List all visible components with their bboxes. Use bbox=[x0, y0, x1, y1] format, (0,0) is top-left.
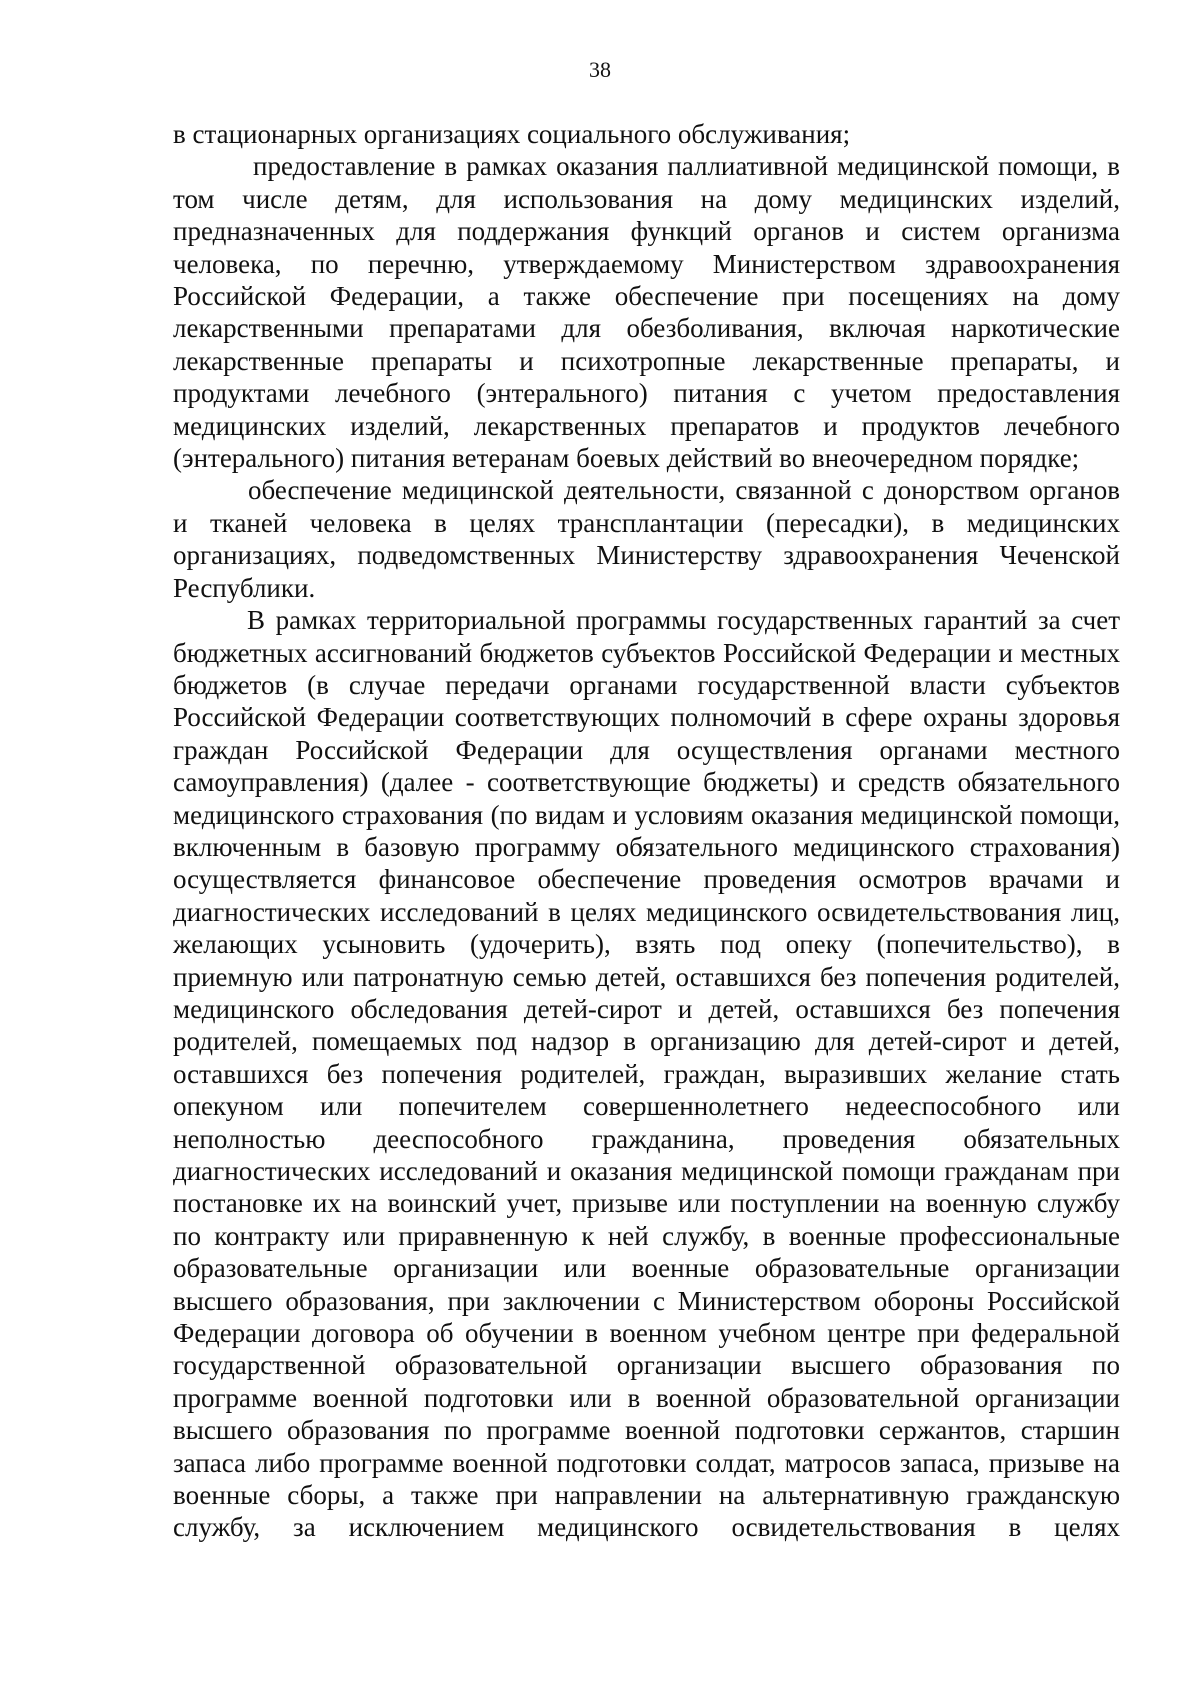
page-number: 38 bbox=[589, 57, 611, 82]
paragraph-3: обеспечение медицинской деятельности, связанной с донорством органов и тканей человека в целях трансплантации (пересадки), в медицинских организациях, подведомственных Министерству здравоохранения Чеченской Республики. bbox=[173, 475, 1120, 603]
paragraph-2: предоставление в рамках оказания паллиативной медицинской помощи, в том числе детям, для использования на дому медицинских изделий, предназначенных для поддержания функций органов и систем организма человека, по перечню, утверждаемому Министерством здравоохранения Российской Федерации, а также обеспечение при посещениях на дому лекарственными препаратами для обезболивания, включая наркотические лекарственные препараты и психотропные лекарственные препараты, и продуктами лечебного (энтерального) питания с учетом предоставления медицинских изделий, лекарственных препаратов и продуктов лечебного (энтерального) питания ветеранам боевых действий во внеочередном порядке; bbox=[173, 151, 1120, 474]
document-body bbox=[173, 118, 1120, 1544]
paragraph-4: В рамках территориальной программы государственных гарантий за счет бюджетных ассигнований бюджетов субъектов Российской Федерации и местных бюджетов (в случае передачи органами государственной власти субъектов Российской Федерации соответствующих полномочий в сфере охраны здоровья граждан Российской Федерации для осуществления органами местного самоуправления) (далее - соответствующие бюджеты) и средств обязательного медицинского страхования (по видам и условиям оказания медицинской помощи, включенным в базовую программу обязательного медицинского страхования) осуществляется финансовое обеспечение проведения осмотров врачами и диагностических исследований в целях медицинского освидетельствования лиц, желающих усыновить (удочерить), взять под опеку (попечительство), в приемную или патронатную семью детей, оставшихся без попечения родителей, медицинского обследования детей-сирот и детей, оставшихся без попечения родителей, помещаемых под надзор в организацию для детей-сирот и детей, оставшихся без попечения родителей, граждан, выразивших желание стать опекуном или попечителем совершеннолетнего недееспособного или неполностью дееспособного гражданина, проведения обязательных диагностических исследований и оказания медицинской помощи гражданам при постановке их на воинский учет, призыве или поступлении на военную службу по контракту или приравненную к ней службу, в военные профессиональные образовательные организации или военные образовательные организации высшего образования, при заключении с Министерством обороны Российской Федерации договора об обучении в военном учебном центре при федеральной государственной образовательной организации высшего образования по программе военной подготовки или в военной образовательной организации высшего образования по программе военной подготовки сержантов, старшин запаса либо программе военной подготовки солдат, матросов запаса, призыве на военные сборы, а также при направлении на альтернативную гражданскую службу, за исключением медицинского освидетельствования в целях bbox=[173, 605, 1120, 1543]
paragraph-1: в стационарных организациях социального обслуживания; bbox=[173, 119, 851, 149]
